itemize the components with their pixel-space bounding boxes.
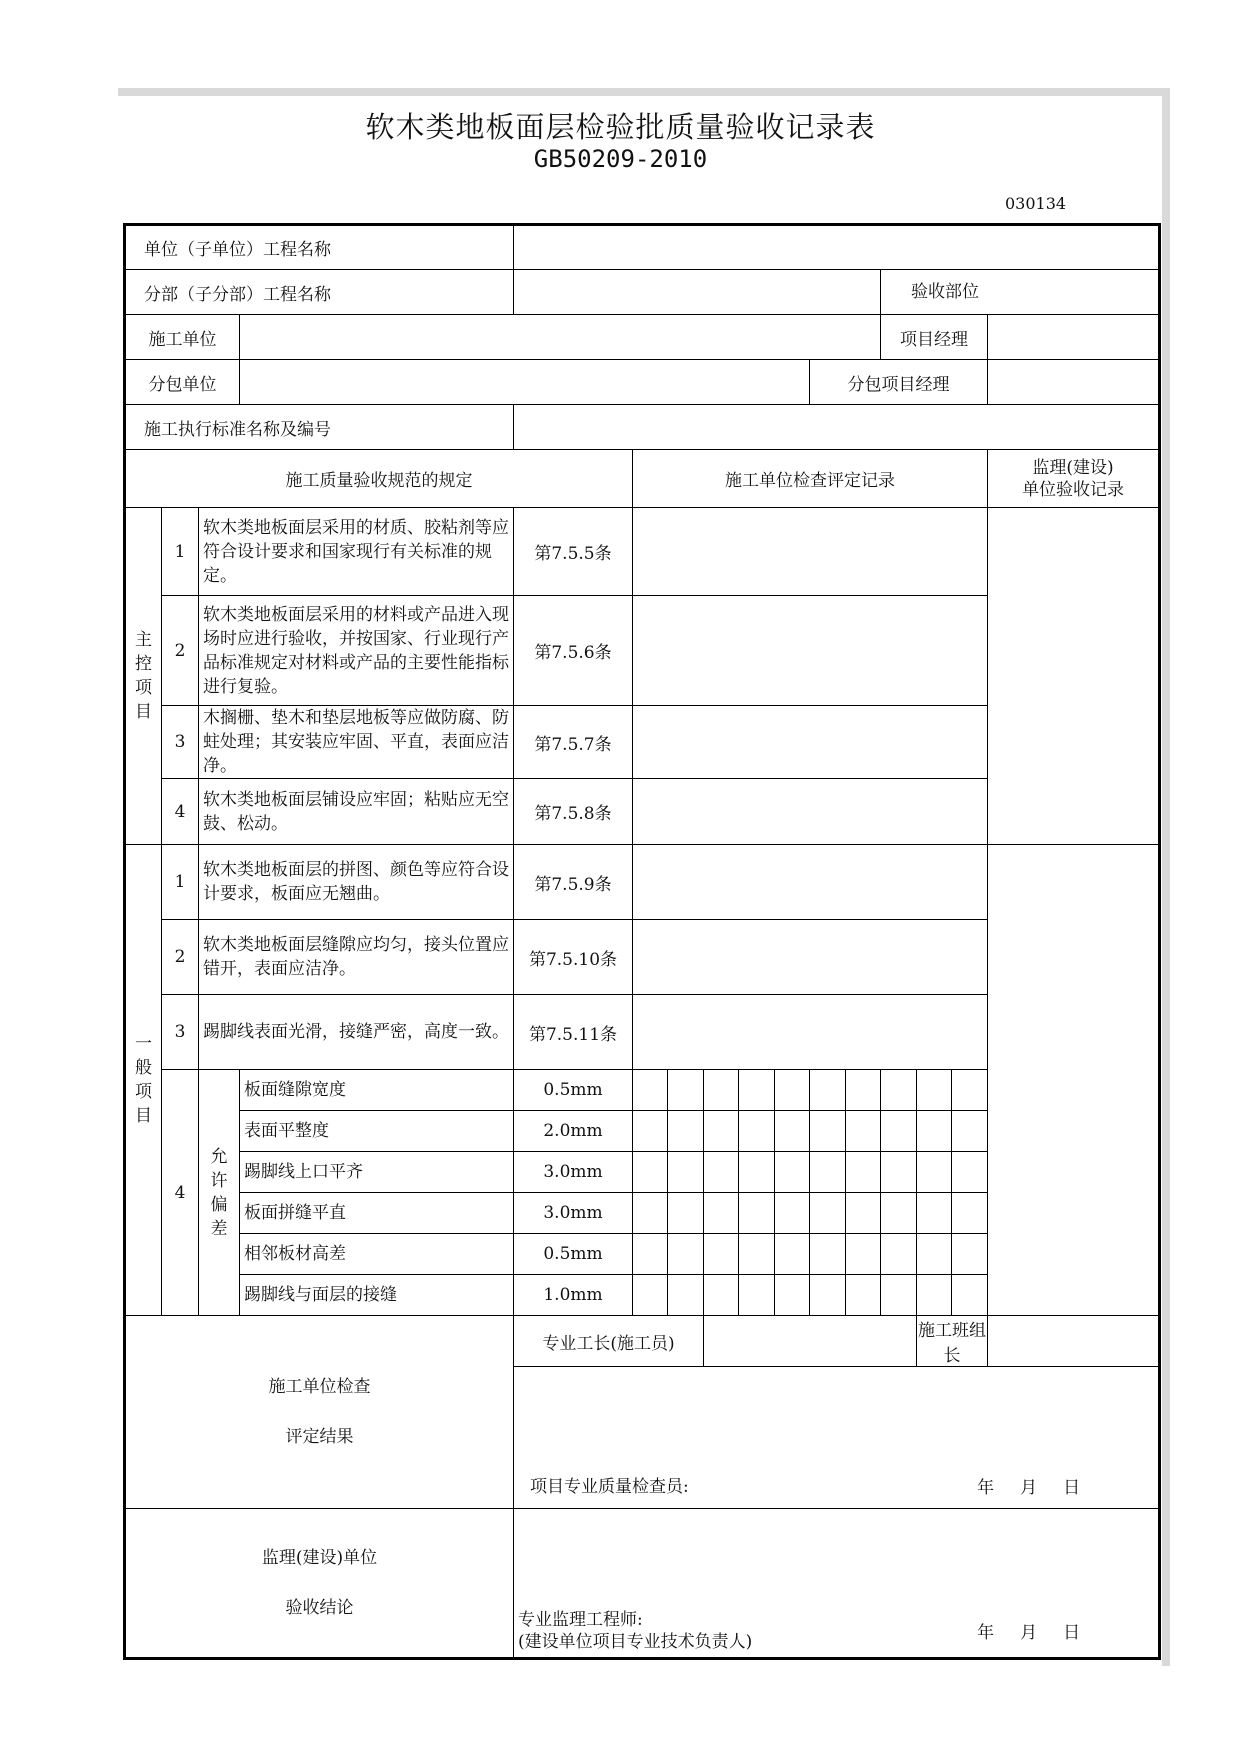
row-unit-project xyxy=(125,225,1160,270)
tolerance-label: 允 许 偏 差 xyxy=(199,1070,240,1316)
measure-cell[interactable] xyxy=(917,1234,952,1275)
measure-cell[interactable] xyxy=(668,1111,704,1152)
unit-project-label: 单位（子单位）工程名称 xyxy=(125,225,514,270)
contractor-record-cell[interactable] xyxy=(633,779,988,845)
owner-tech-label: (建设单位项目专业技术负责人) xyxy=(518,1632,753,1652)
form-number: 030134 xyxy=(1005,194,1067,213)
measure-cell[interactable] xyxy=(668,1193,704,1234)
measure-cell[interactable] xyxy=(739,1193,775,1234)
measure-cell[interactable] xyxy=(633,1070,668,1111)
measure-cell[interactable] xyxy=(633,1111,668,1152)
contractor-result-field[interactable] xyxy=(514,1367,1160,1509)
page-shadow-top xyxy=(118,88,1170,96)
measure-cell[interactable] xyxy=(846,1234,881,1275)
contractor-result-line1: 施工单位检查 xyxy=(268,1377,371,1397)
contractor-record-cell[interactable] xyxy=(633,920,988,995)
measure-cell[interactable] xyxy=(917,1193,952,1234)
item-clause: 第7.5.6条 xyxy=(514,596,633,706)
measure-cell[interactable] xyxy=(810,1070,846,1111)
measure-cell[interactable] xyxy=(952,1193,988,1234)
measure-cell[interactable] xyxy=(633,1275,668,1316)
measure-cell[interactable] xyxy=(739,1234,775,1275)
supervisor-conclusion-label xyxy=(125,1509,514,1659)
contractor-result-line2: 评定结果 xyxy=(285,1427,354,1447)
contractor-record-cell[interactable] xyxy=(633,706,988,779)
row-subcontractor xyxy=(125,360,1160,405)
item-number: 3 xyxy=(162,995,199,1070)
item-text: 踢脚线表面光滑，接缝严密，高度一致。 xyxy=(199,995,514,1070)
measure-cell[interactable] xyxy=(704,1193,739,1234)
measure-cell[interactable] xyxy=(810,1193,846,1234)
measure-cell[interactable] xyxy=(739,1275,775,1316)
item-text: 软木类地板面层的拼图、颜色等应符合设计要求，板面应无翘曲。 xyxy=(199,845,514,920)
measure-cell[interactable] xyxy=(810,1234,846,1275)
row-column-headers xyxy=(125,450,1160,508)
item-text: 软木类地板面层缝隙应均匀，接头位置应错开，表面应洁净。 xyxy=(199,920,514,995)
measure-cell[interactable] xyxy=(881,1070,917,1111)
measure-cell[interactable] xyxy=(668,1070,704,1111)
month-label: 月 xyxy=(1020,1478,1038,1498)
measure-cell[interactable] xyxy=(846,1275,881,1316)
supervisor-record-cell[interactable] xyxy=(988,508,1160,845)
measure-cell[interactable] xyxy=(739,1070,775,1111)
row-division xyxy=(125,270,1160,315)
measure-cell[interactable] xyxy=(775,1111,810,1152)
standard-label: 施工执行标准名称及编号 xyxy=(125,405,514,450)
measure-cell[interactable] xyxy=(952,1070,988,1111)
measure-cell[interactable] xyxy=(846,1152,881,1193)
contractor-record-cell[interactable] xyxy=(633,995,988,1070)
unit-project-field[interactable] xyxy=(514,225,1160,270)
measure-cell[interactable] xyxy=(668,1275,704,1316)
team-leader-field[interactable] xyxy=(988,1316,1160,1367)
supervisor-line2: 验收结论 xyxy=(285,1598,354,1618)
item-number: 4 xyxy=(162,779,199,845)
general-item-row xyxy=(125,845,1160,920)
item-clause: 第7.5.8条 xyxy=(514,779,633,845)
item-clause: 第7.5.5条 xyxy=(514,508,633,596)
measure-cell[interactable] xyxy=(917,1111,952,1152)
subcontractor-label: 分包单位 xyxy=(125,360,240,405)
tolerance-value: 0.5mm xyxy=(514,1070,633,1111)
measure-cell[interactable] xyxy=(775,1193,810,1234)
measure-cell[interactable] xyxy=(810,1111,846,1152)
contractor-date xyxy=(951,1473,1080,1498)
day-label: 日 xyxy=(1063,1478,1081,1498)
contractor-record-cell[interactable] xyxy=(633,845,988,920)
tolerance-value: 3.0mm xyxy=(514,1193,633,1234)
measure-cell[interactable] xyxy=(846,1070,881,1111)
tolerance-value: 1.0mm xyxy=(514,1275,633,1316)
division-label: 分部（子分部）工程名称 xyxy=(125,270,514,315)
measure-cell[interactable] xyxy=(775,1070,810,1111)
contractor-record-cell[interactable] xyxy=(633,508,988,596)
foreman-field[interactable] xyxy=(704,1316,917,1367)
inspection-table xyxy=(123,223,1161,1660)
supervisor-record-cell[interactable] xyxy=(988,845,1160,1316)
supervisor-line1: 监理(建设)单位 xyxy=(261,1548,378,1568)
supervisor-date xyxy=(951,1618,1080,1643)
measure-cell[interactable] xyxy=(952,1111,988,1152)
item-text: 软木类地板面层采用的材质、胶粘剂等应符合设计要求和国家现行有关标准的规定。 xyxy=(199,508,514,596)
measure-cell[interactable] xyxy=(775,1275,810,1316)
item-clause: 第7.5.11条 xyxy=(514,995,633,1070)
day-label: 日 xyxy=(1063,1623,1081,1643)
row-contractor xyxy=(125,315,1160,360)
sub-pm-label: 分包项目经理 xyxy=(810,360,988,405)
item-clause: 第7.5.10条 xyxy=(514,920,633,995)
sub-pm-field[interactable] xyxy=(988,360,1160,405)
tolerance-value: 0.5mm xyxy=(514,1234,633,1275)
measure-cell[interactable] xyxy=(633,1193,668,1234)
supervisor-record-header: 监理(建设) 单位验收记录 xyxy=(988,450,1160,508)
tolerance-name: 相邻板材高差 xyxy=(240,1234,514,1275)
project-manager-label: 项目经理 xyxy=(881,315,988,360)
measure-cell[interactable] xyxy=(881,1152,917,1193)
measure-cell[interactable] xyxy=(881,1234,917,1275)
main-control-label: 主 控 项 目 xyxy=(125,508,162,845)
project-manager-field[interactable] xyxy=(988,315,1160,360)
item-number: 1 xyxy=(162,508,199,596)
contractor-label: 施工单位 xyxy=(125,315,240,360)
measure-cell[interactable] xyxy=(952,1275,988,1316)
item-number: 2 xyxy=(162,596,199,706)
page-shadow-right xyxy=(1162,88,1170,1666)
tolerance-name: 踢脚线与面层的接缝 xyxy=(240,1275,514,1316)
measure-cell[interactable] xyxy=(704,1111,739,1152)
general-label: 一 般 项 目 xyxy=(125,845,162,1316)
row-foreman xyxy=(125,1316,1160,1367)
supervisor-engineer-label: 专业监理工程师: xyxy=(518,1610,643,1630)
measure-cell[interactable] xyxy=(917,1275,952,1316)
measure-cell[interactable] xyxy=(881,1193,917,1234)
subcontractor-field[interactable] xyxy=(240,360,810,405)
year-label: 年 xyxy=(977,1478,995,1498)
item-clause: 第7.5.9条 xyxy=(514,845,633,920)
measure-cell[interactable] xyxy=(739,1152,775,1193)
division-field[interactable] xyxy=(514,270,881,315)
inspection-part-label: 验收部位 xyxy=(881,270,1160,315)
item-number: 4 xyxy=(162,1070,199,1316)
measure-cell[interactable] xyxy=(704,1275,739,1316)
measure-cell[interactable] xyxy=(704,1152,739,1193)
contractor-record-cell[interactable] xyxy=(633,596,988,706)
form-title: 软木类地板面层检验批质量验收记录表 xyxy=(365,110,876,144)
measure-cell[interactable] xyxy=(633,1234,668,1275)
standard-field[interactable] xyxy=(514,405,1160,450)
item-text: 木搁栅、垫木和垫层地板等应做防腐、防蛀处理；其安装应牢固、平直，表面应洁净。 xyxy=(199,706,514,779)
standard-code: GB50209-2010 xyxy=(533,145,708,173)
item-text: 软木类地板面层铺设应牢固；粘贴应无空鼓、松动。 xyxy=(199,779,514,845)
item-text: 软木类地板面层采用的材料或产品进入现场时应进行验收，并按国家、行业现行产品标准规定对材料或产品的主要性能指标进行复验。 xyxy=(199,596,514,706)
row-standard xyxy=(125,405,1160,450)
measure-cell[interactable] xyxy=(704,1070,739,1111)
year-label: 年 xyxy=(977,1623,995,1643)
measure-cell[interactable] xyxy=(810,1275,846,1316)
item-number: 2 xyxy=(162,920,199,995)
contractor-field[interactable] xyxy=(240,315,881,360)
tolerance-name: 板面拼缝平直 xyxy=(240,1193,514,1234)
measure-cell[interactable] xyxy=(881,1275,917,1316)
month-label: 月 xyxy=(1020,1623,1038,1643)
supervisor-conclusion-field[interactable] xyxy=(514,1509,1160,1659)
row-supervisor-conclusion xyxy=(125,1509,1160,1659)
measure-cell[interactable] xyxy=(668,1152,704,1193)
quality-inspector-label: 项目专业质量检查员: xyxy=(530,1477,689,1497)
measure-cell[interactable] xyxy=(810,1152,846,1193)
tolerance-value: 2.0mm xyxy=(514,1111,633,1152)
tolerance-name: 踢脚线上口平齐 xyxy=(240,1152,514,1193)
item-number: 1 xyxy=(162,845,199,920)
item-clause: 第7.5.7条 xyxy=(514,706,633,779)
tolerance-value: 3.0mm xyxy=(514,1152,633,1193)
contractor-record-header: 施工单位检查评定记录 xyxy=(633,450,988,508)
measure-cell[interactable] xyxy=(952,1234,988,1275)
measure-cell[interactable] xyxy=(775,1152,810,1193)
main-item-row xyxy=(125,508,1160,596)
measure-cell[interactable] xyxy=(917,1152,952,1193)
item-number: 3 xyxy=(162,706,199,779)
tolerance-name: 板面缝隙宽度 xyxy=(240,1070,514,1111)
measure-cell[interactable] xyxy=(775,1234,810,1275)
measure-cell[interactable] xyxy=(739,1111,775,1152)
spec-header: 施工质量验收规范的规定 xyxy=(125,450,633,508)
measure-cell[interactable] xyxy=(846,1193,881,1234)
contractor-result-label xyxy=(125,1316,514,1509)
tolerance-name: 表面平整度 xyxy=(240,1111,514,1152)
measure-cell[interactable] xyxy=(917,1070,952,1111)
measure-cell[interactable] xyxy=(952,1152,988,1193)
team-leader-label: 施工班组长 xyxy=(917,1316,988,1367)
measure-cell[interactable] xyxy=(881,1111,917,1152)
foreman-label: 专业工长(施工员) xyxy=(514,1316,704,1367)
measure-cell[interactable] xyxy=(704,1234,739,1275)
measure-cell[interactable] xyxy=(668,1234,704,1275)
measure-cell[interactable] xyxy=(633,1152,668,1193)
supervisor-signature-block xyxy=(518,1609,752,1653)
measure-cell[interactable] xyxy=(846,1111,881,1152)
